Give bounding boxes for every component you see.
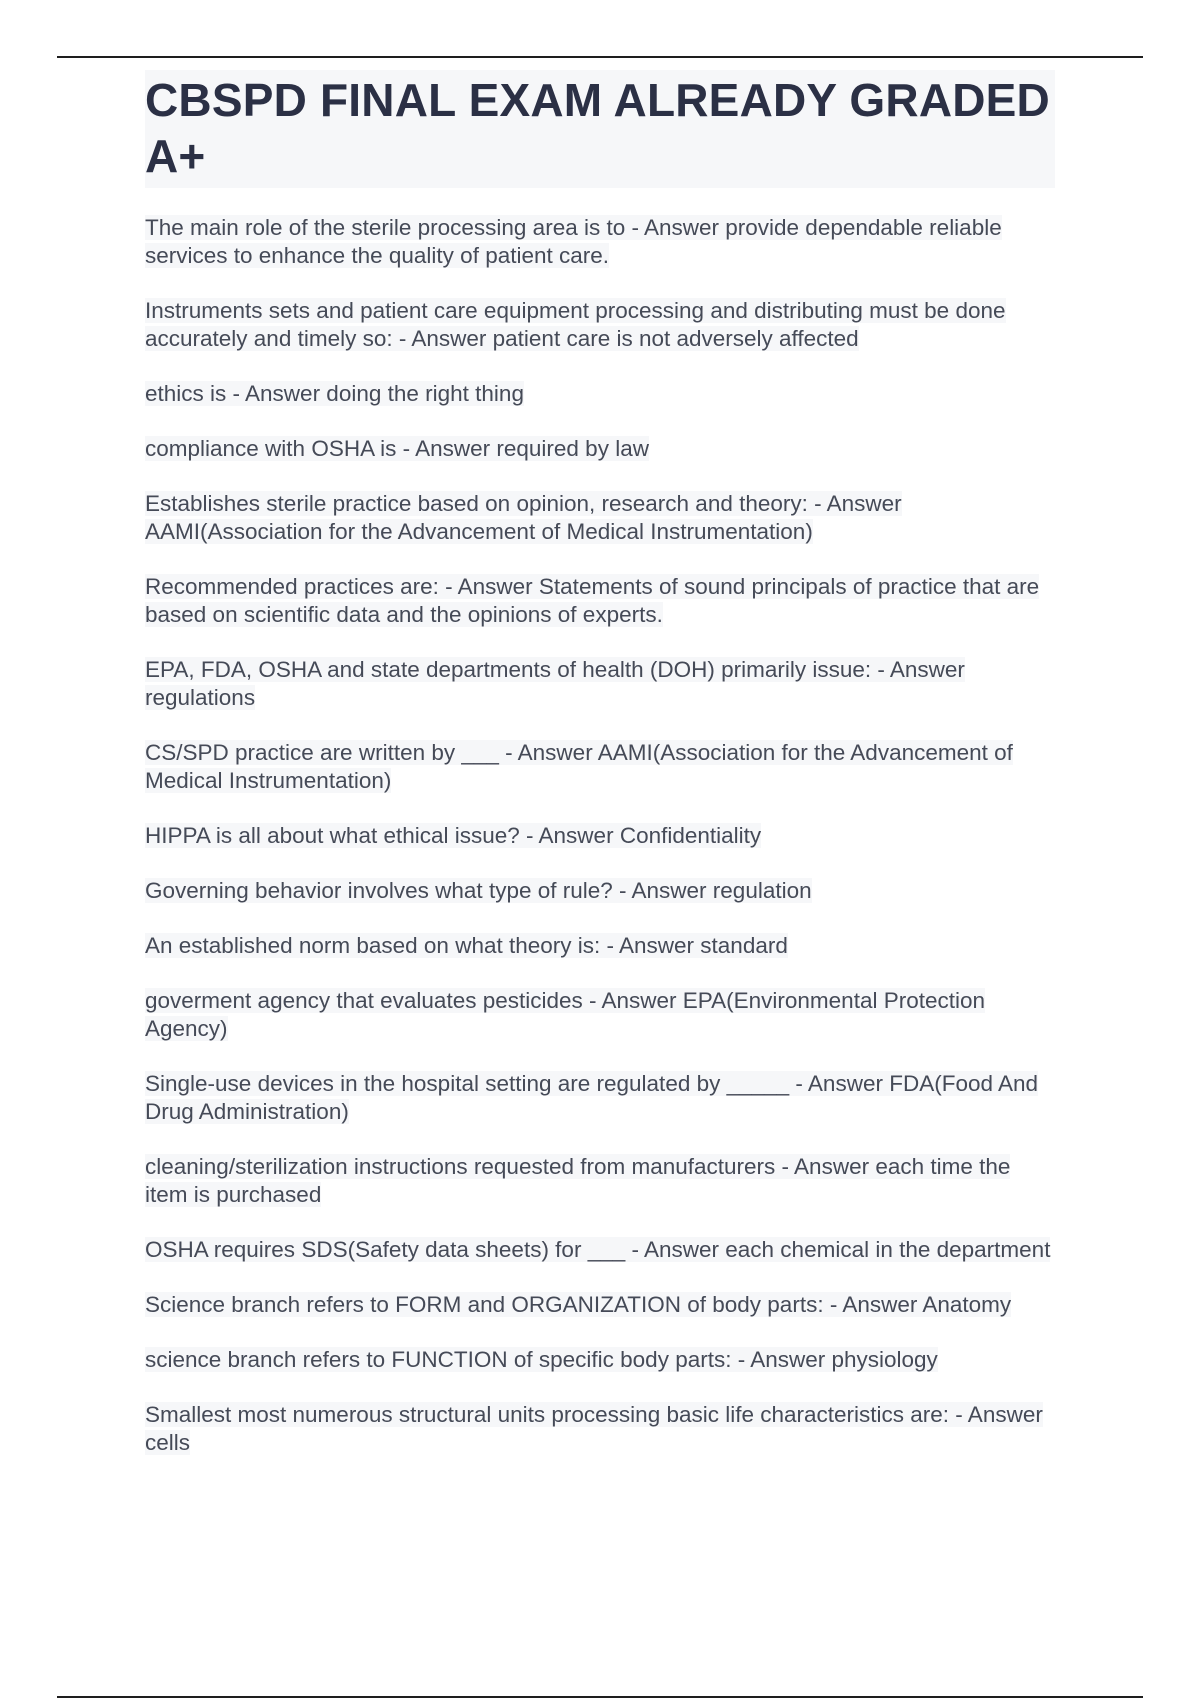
top-rule [57, 56, 1143, 58]
title-block [145, 70, 1055, 188]
qa-item-text: ethics is - Answer doing the right thing [145, 381, 524, 406]
qa-item [145, 1401, 1055, 1457]
qa-item [145, 573, 1055, 629]
qa-item [145, 1070, 1055, 1126]
qa-item-text: OSHA requires SDS(Safety data sheets) for ___ - Answer each chemical in the department [145, 1237, 1051, 1262]
qa-item [145, 297, 1055, 353]
qa-item [145, 877, 1055, 905]
qa-item [145, 987, 1055, 1043]
qa-item [145, 1346, 1055, 1374]
qa-item-text: Establishes sterile practice based on opinion, research and theory: - Answer AAMI(Association for the Advancement of Medical Instrumentation) [145, 491, 902, 544]
qa-item-text: EPA, FDA, OSHA and state departments of health (DOH) primarily issue: - Answer regulations [145, 657, 965, 710]
qa-item-text: Recommended practices are: - Answer Statements of sound principals of practice that are based on scientific data and the opinions of experts. [145, 574, 1040, 627]
qa-item-text: goverment agency that evaluates pesticides - Answer EPA(Environmental Protection Agency) [145, 988, 986, 1041]
qa-item-text: Smallest most numerous structural units processing basic life characteristics are: - Answer cells [145, 1402, 1043, 1455]
qa-item [145, 214, 1055, 270]
qa-item [145, 490, 1055, 546]
qa-item-text: Single-use devices in the hospital setting are regulated by _____ - Answer FDA(Food And Drug Administration) [145, 1071, 1039, 1124]
qa-item [145, 1236, 1055, 1264]
qa-item-text: CS/SPD practice are written by ___ - Answer AAMI(Association for the Advancement of Medical Instrumentation) [145, 740, 1013, 793]
qa-item-text: HIPPA is all about what ethical issue? - Answer Confidentiality [145, 823, 762, 848]
qa-item [145, 380, 1055, 408]
qa-item [145, 1153, 1055, 1209]
qa-item-text: compliance with OSHA is - Answer required by law [145, 436, 649, 461]
document-title: CBSPD FINAL EXAM ALREADY GRADED A+ [145, 74, 1050, 182]
qa-item-text: Instruments sets and patient care equipment processing and distributing must be done accurately and timely so: - Answer patient care is not adversely affected [145, 298, 1006, 351]
qa-item [145, 656, 1055, 712]
qa-item-text: Governing behavior involves what type of rule? - Answer regulation [145, 878, 812, 903]
qa-item [145, 1291, 1055, 1319]
qa-item-text: An established norm based on what theory is: - Answer standard [145, 933, 788, 958]
page-content [145, 70, 1055, 1484]
qa-item [145, 739, 1055, 795]
bottom-rule [57, 1696, 1143, 1698]
qa-item [145, 822, 1055, 850]
qa-item-text: The main role of the sterile processing area is to - Answer provide dependable reliable services to enhance the quality of patient care. [145, 215, 1002, 268]
qa-item [145, 932, 1055, 960]
qa-item-text: Science branch refers to FORM and ORGANIZATION of body parts: - Answer Anatomy [145, 1292, 1012, 1317]
qa-list [145, 214, 1055, 1457]
qa-item-text: science branch refers to FUNCTION of specific body parts: - Answer physiology [145, 1347, 938, 1372]
qa-item [145, 435, 1055, 463]
qa-item-text: cleaning/sterilization instructions requested from manufacturers - Answer each time the item is purchased [145, 1154, 1011, 1207]
